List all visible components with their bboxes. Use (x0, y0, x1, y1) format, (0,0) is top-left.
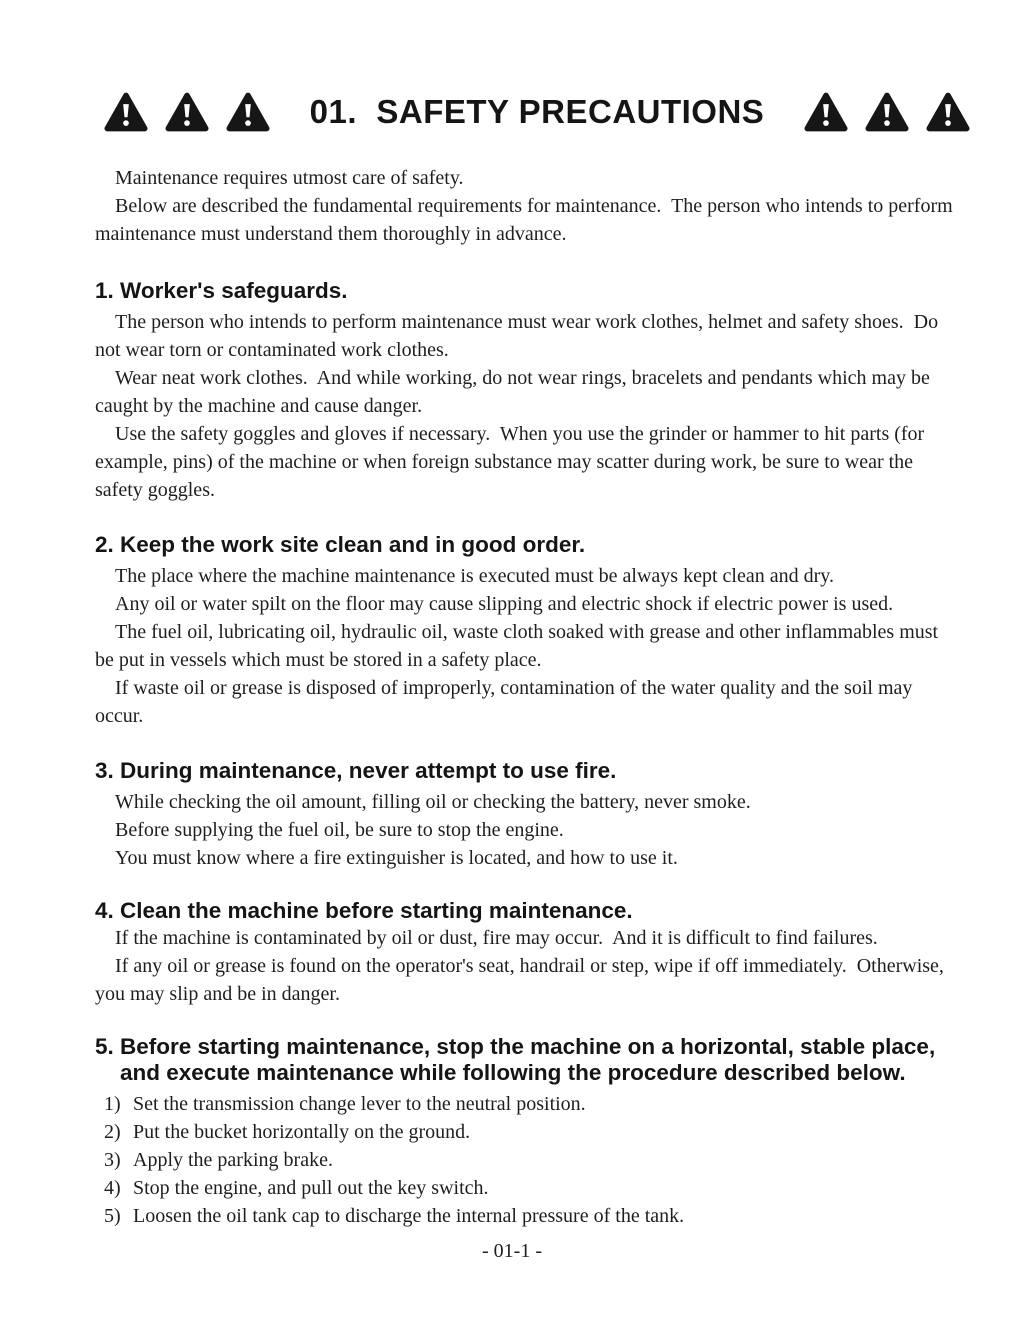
intro-paragraph: Maintenance requires utmost care of safety. (115, 167, 464, 189)
page-content (95, 164, 958, 1230)
step-text: Loosen the oil tank cap to discharge the internal pressure of the tank. (133, 1205, 685, 1227)
section-heading: 3. During maintenance, never attempt to use fire. (95, 758, 617, 783)
paragraph: If the machine is contaminated by oil or dust, fire may occur. And it is difficult to find failures. (115, 927, 878, 949)
section-clean-machine (95, 898, 955, 1008)
paragraph: Before supplying the fuel oil, be sure to stop the engine. (115, 819, 564, 841)
section-stop-machine-procedure (95, 1034, 955, 1230)
section-heading-line2: and execute maintenance while following the procedure described below. (120, 1060, 906, 1085)
step-number: 2) (104, 1121, 121, 1143)
step-item (95, 1146, 955, 1174)
section-heading: 4. Clean the machine before starting maintenance. (95, 898, 633, 923)
paragraph: Use the safety goggles and gloves if necessary. When you use the grinder or hammer to hit parts (for example, pins) of the machine or when foreign substance may scatter during work, be sure to wear the safety goggles. (95, 423, 930, 501)
step-item (95, 1174, 955, 1202)
warning-icons-right (804, 92, 970, 132)
step-number: 1) (104, 1093, 121, 1115)
paragraph: While checking the oil amount, filling oil or checking the battery, never smoke. (115, 791, 751, 813)
paragraph: Wear neat work clothes. And while working, do not wear rings, bracelets and pendants which may be caught by the machine and cause danger. (95, 367, 935, 417)
warning-icon (226, 92, 270, 132)
paragraph: The person who intends to perform maintenance must wear work clothes, helmet and safety shoes. Do not wear torn or contaminated work clothes. (95, 311, 944, 361)
paragraph: The place where the machine maintenance is executed must be always kept clean and dry. (115, 565, 834, 587)
paragraph: If waste oil or grease is disposed of improperly, contamination of the water quality and the soil may occur. (95, 677, 918, 727)
page-title: 01. SAFETY PRECAUTIONS (309, 93, 765, 130)
step-text: Stop the engine, and pull out the key switch. (133, 1177, 489, 1199)
intro-block (95, 164, 958, 248)
step-text: Set the transmission change lever to the neutral position. (133, 1093, 586, 1115)
step-item (95, 1090, 955, 1118)
section-heading: 1. Worker's safeguards. (95, 278, 348, 303)
section-heading: 5. Before starting maintenance, stop the machine on a horizontal, stable place, (95, 1034, 936, 1059)
step-item (95, 1118, 955, 1146)
section-heading: 2. Keep the work site clean and in good order. (95, 532, 586, 557)
warning-icon (804, 92, 848, 132)
warning-icons-left (104, 92, 270, 132)
paragraph: If any oil or grease is found on the operator's seat, handrail or step, wipe if off immediately. Otherwise, you may slip and be in danger. (95, 955, 949, 1005)
paragraph: The fuel oil, lubricating oil, hydraulic oil, waste cloth soaked with grease and other inflammables must be put in vessels which must be stored in a safety place. (95, 621, 944, 671)
page-header (104, 92, 970, 132)
step-number: 3) (104, 1149, 121, 1171)
procedure-steps (95, 1090, 955, 1230)
step-number: 4) (104, 1177, 121, 1199)
paragraph: You must know where a fire extinguisher is located, and how to use it. (115, 847, 678, 869)
warning-icon (165, 92, 209, 132)
step-number: 5) (104, 1205, 121, 1227)
section-worker-safeguards (95, 278, 955, 504)
paragraph: Any oil or water spilt on the floor may cause slipping and electric shock if electric power is used. (115, 593, 894, 615)
step-text: Put the bucket horizontally on the ground. (133, 1121, 471, 1143)
warning-icon (104, 92, 148, 132)
step-text: Apply the parking brake. (133, 1149, 333, 1171)
intro-paragraph: Below are described the fundamental requirements for maintenance. The person who intends to perform maintenance must understand them thoroughly in advance. (95, 195, 958, 245)
page-number: - 01-1 - (482, 1240, 542, 1262)
warning-icon (926, 92, 970, 132)
section-work-site-clean (95, 532, 955, 730)
section-never-use-fire (95, 758, 955, 872)
warning-icon (865, 92, 909, 132)
step-item (95, 1202, 955, 1230)
